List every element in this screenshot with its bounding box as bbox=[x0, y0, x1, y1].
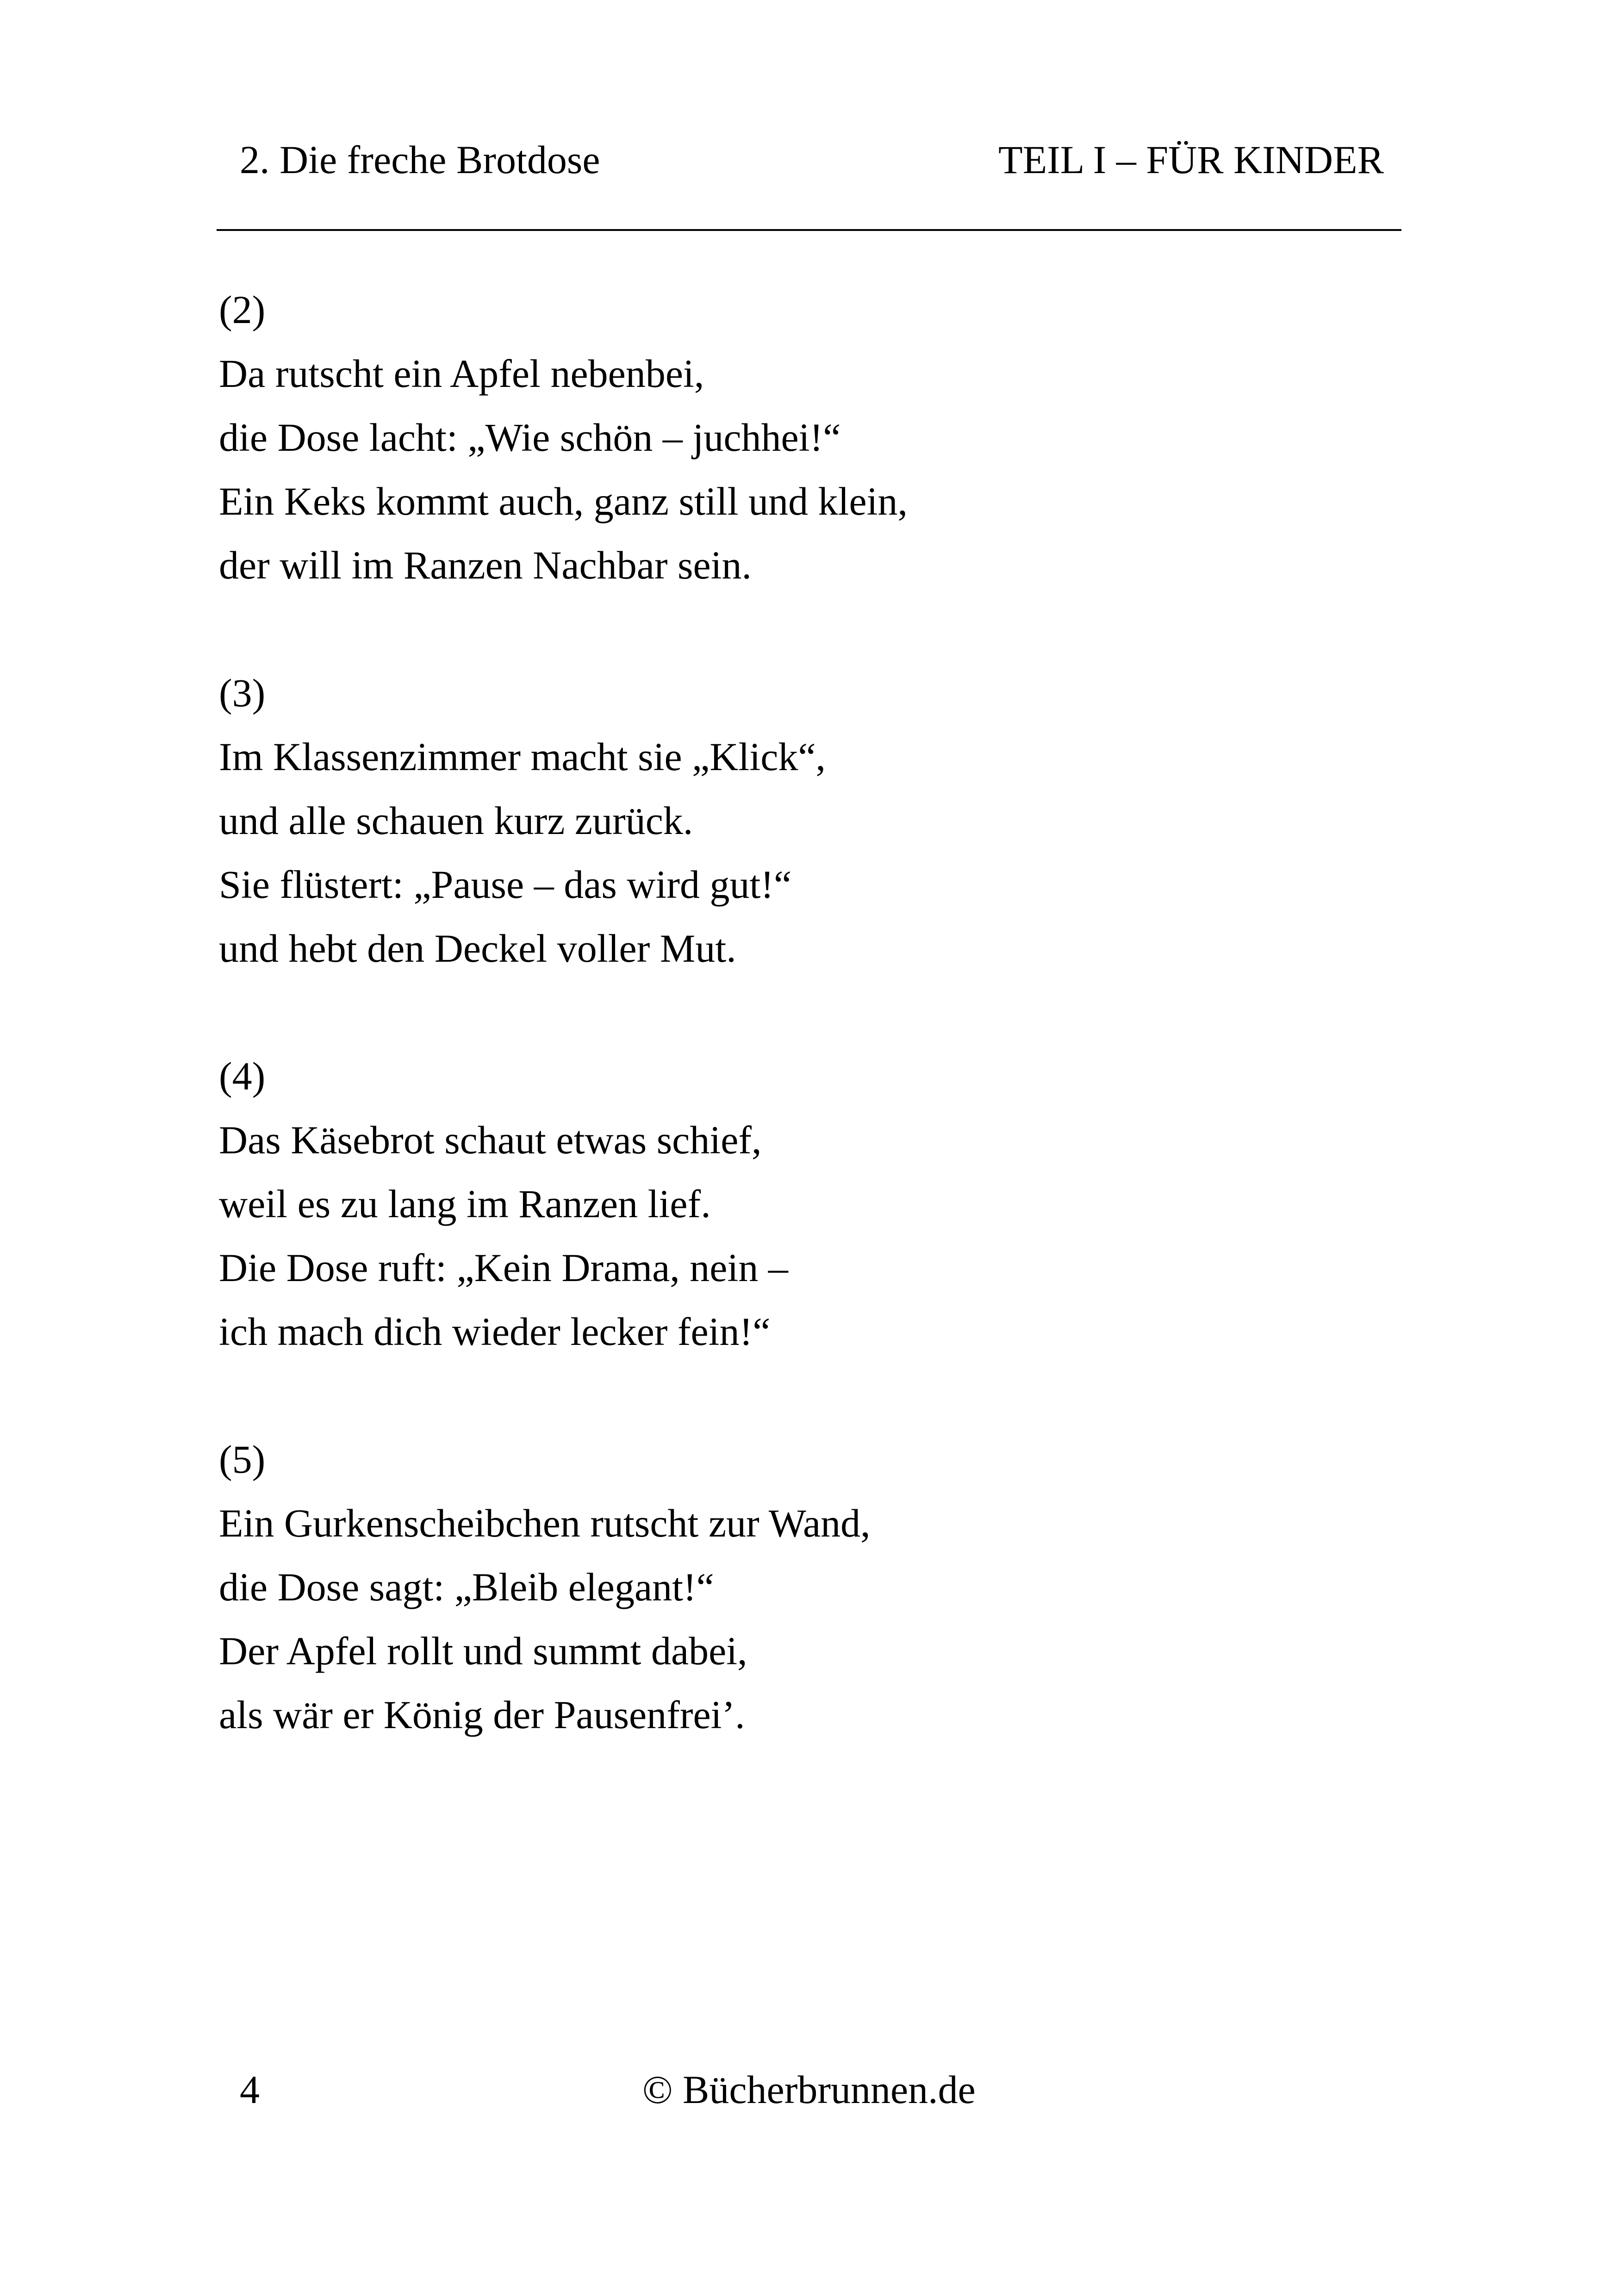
page-number: 4 bbox=[240, 2067, 260, 2112]
stanza-2 bbox=[219, 278, 1422, 597]
poem-line: der will im Ranzen Nachbar sein. bbox=[219, 543, 752, 587]
poem-line: ich mach dich wieder lecker fein!“ bbox=[219, 1309, 771, 1354]
poem-line: die Dose sagt: „Bleib elegant!“ bbox=[219, 1565, 714, 1609]
poem-line: als wär er König der Pausenfrei’. bbox=[219, 1692, 745, 1737]
poem-line: Der Apfel rollt und summt dabei, bbox=[219, 1629, 747, 1673]
stanza-3 bbox=[219, 661, 1422, 980]
poem-line: Ein Gurkenscheibchen rutscht zur Wand, bbox=[219, 1501, 871, 1545]
poem-line: Da rutscht ein Apfel nebenbei, bbox=[219, 351, 704, 396]
poem-line: und hebt den Deckel voller Mut. bbox=[219, 926, 736, 971]
chapter-title: 2. Die freche Brotdose bbox=[240, 137, 600, 182]
poem-line: Das Käsebrot schaut etwas schief, bbox=[219, 1118, 762, 1162]
stanza-5 bbox=[219, 1427, 1422, 1747]
poem-body bbox=[219, 278, 1422, 1811]
poem-line: Sie flüstert: „Pause – das wird gut!“ bbox=[219, 862, 792, 907]
header-divider bbox=[217, 229, 1401, 231]
stanza-number: (4) bbox=[219, 1054, 266, 1098]
poem-line: die Dose lacht: „Wie schön – juchhei!“ bbox=[219, 415, 841, 460]
poem-line: Im Klassenzimmer macht sie „Klick“, bbox=[219, 734, 826, 779]
poem-line: Die Dose ruft: „Kein Drama, nein – bbox=[219, 1245, 788, 1290]
poem-line: weil es zu lang im Ranzen lief. bbox=[219, 1182, 711, 1226]
stanza-4 bbox=[219, 1044, 1422, 1363]
stanza-number: (3) bbox=[219, 671, 266, 715]
stanza-number: (2) bbox=[219, 287, 266, 332]
copyright-notice: © Bücherbrunnen.de bbox=[642, 2067, 976, 2112]
poem-line: Ein Keks kommt auch, ganz still und klein, bbox=[219, 479, 908, 523]
part-title: TEIL I – FÜR KINDER bbox=[998, 137, 1384, 182]
poem-line: und alle schauen kurz zurück. bbox=[219, 798, 693, 843]
stanza-number: (5) bbox=[219, 1437, 266, 1481]
